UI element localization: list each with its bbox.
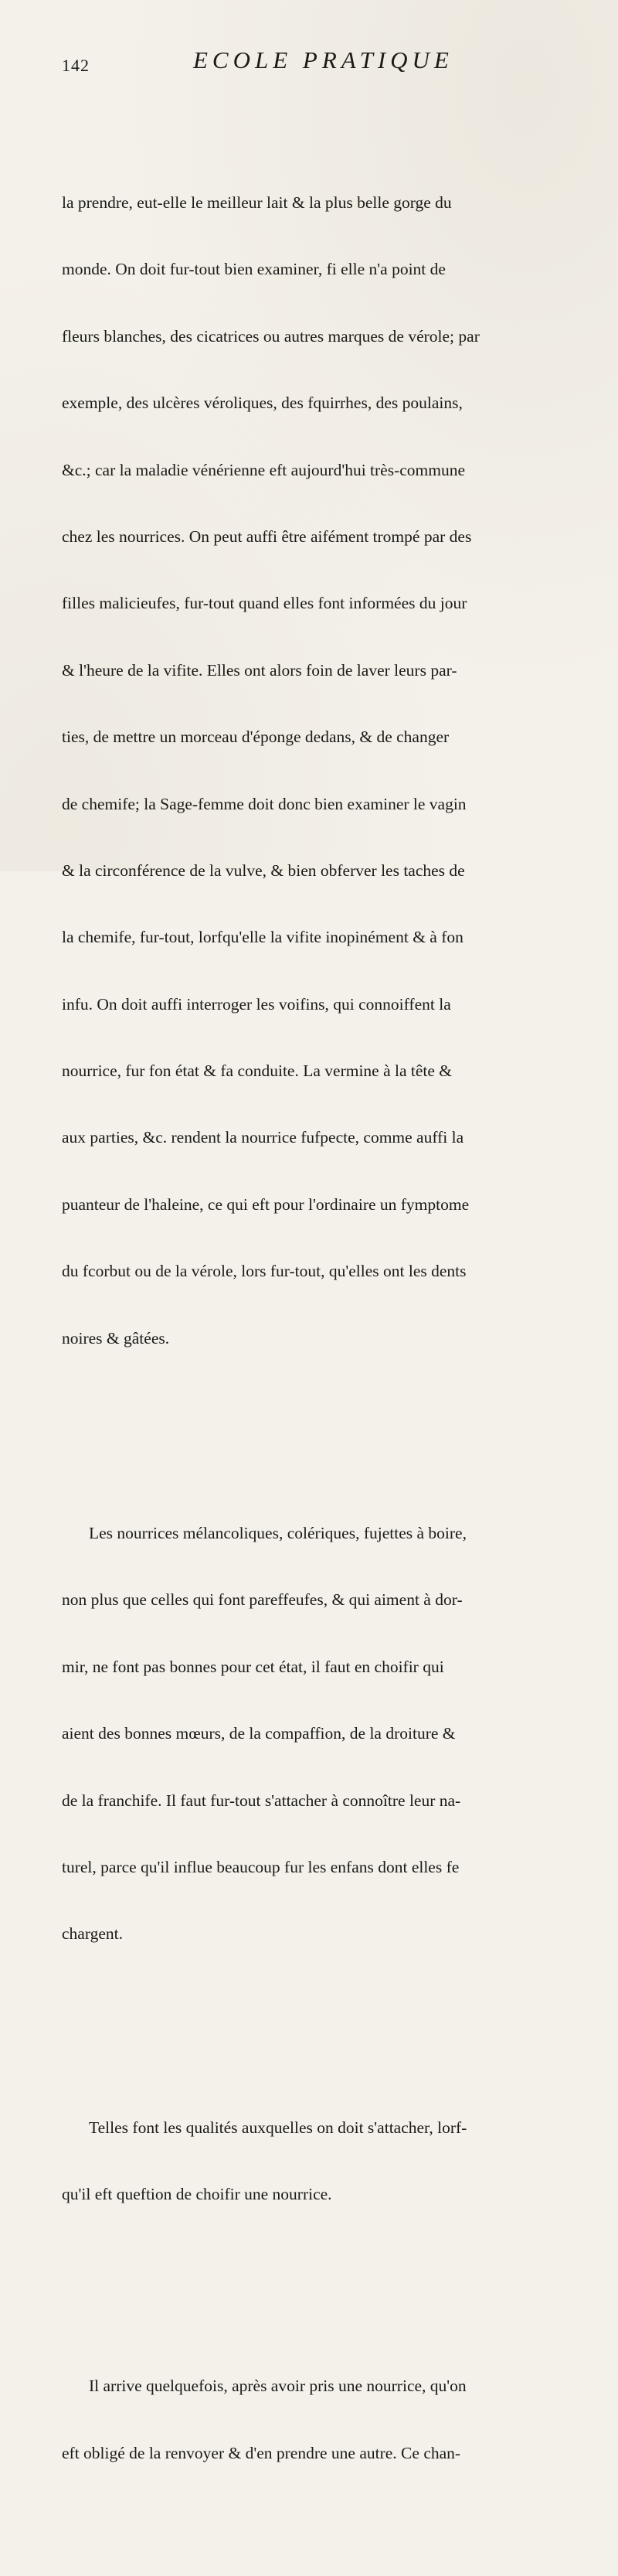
text-line: fleurs blanches, des cicatrices ou autres marques de vérole; par — [62, 326, 480, 346]
text-line: filles malicieufes, fur-tout quand elles font informées du jour — [62, 594, 467, 613]
paragraph-1 — [62, 147, 556, 1394]
text-line: turel, parce qu'il influe beaucoup fur les enfans dont elles fe — [62, 1857, 460, 1876]
text-line: Il arrive quelquefois, après avoir pris une nourrice, qu'on — [89, 2377, 467, 2396]
text-line: puanteur de l'haleine, ce qui eft pour l'ordinaire un fymptome — [62, 1194, 470, 1214]
paragraph-3 — [62, 2072, 556, 2250]
text-line: mir, ne font pas bonnes pour cet état, il faut en choifir qui — [62, 1657, 444, 1676]
text-line: la prendre, eut-elle le meilleur lait & la plus belle gorge du — [62, 193, 452, 212]
text-line: la chemife, fur-tout, lorfqu'elle la vifite inopinément & à fon — [62, 928, 464, 947]
text-line: du fcorbut ou de la vérole, lors fur-tout, qu'elles ont les dents — [62, 1262, 467, 1281]
text-line: nourrice, fur fon état & fa conduite. La vermine à la tête & — [62, 1061, 453, 1081]
page-header — [62, 46, 556, 77]
text-line: Les nourrices mélancoliques, colériques, fujettes à boire, — [89, 1524, 467, 1542]
running-head: ECOLE PRATIQUE — [193, 46, 453, 73]
text-line: ties, de mettre un morceau d'éponge dedans, & de changer — [62, 727, 450, 747]
text-line: monde. On doit fur-tout bien examiner, fi elle n'a point de — [62, 260, 446, 279]
text-line: exemple, des ulcères véroliques, des fquirrhes, des poulains, — [62, 394, 463, 413]
paragraph-4 — [62, 2331, 556, 2509]
text-line: aux parties, &c. rendent la nourrice fufpecte, comme auffi la — [62, 1128, 464, 1147]
text-line: noires & gâtées. — [62, 1328, 170, 1348]
text-line: infu. On doit auffi interroger les voifins, qui connoiffent la — [62, 994, 451, 1014]
text-line: & l'heure de la vifite. Elles ont alors foin de laver leurs par- — [62, 660, 457, 680]
page-number: 142 — [62, 56, 90, 75]
paragraph-2 — [62, 1477, 556, 1989]
text-line: de chemife; la Sage-femme doit donc bien examiner le vagin — [62, 794, 467, 813]
text-line: chez les nourrices. On peut auffi être aifément trompé par des — [62, 526, 472, 546]
text-line: eft obligé de la renvoyer & d'en prendre une autre. Ce chan- — [62, 2443, 461, 2462]
text-line: qu'il eft queftion de choifir une nourrice. — [62, 2185, 332, 2204]
text-line: de la franchife. Il faut fur-tout s'attacher à connoître leur na- — [62, 1791, 461, 1810]
text-line: & la circonférence de la vulve, & bien obferver les taches de — [62, 860, 465, 880]
text-line: chargent. — [62, 1924, 123, 1944]
text-line: aient des bonnes mœurs, de la compaffion, de la droiture & — [62, 1724, 456, 1743]
text-line: non plus que celles qui font pareffeufes, & qui aiment à dor- — [62, 1590, 463, 1610]
text-line: Telles font les qualités auxquelles on doit s'attacher, lorf- — [89, 2118, 467, 2137]
body-text — [62, 80, 556, 2576]
text-line: &c.; car la maladie vénérienne eft aujourd'hui très-commune — [62, 460, 466, 479]
